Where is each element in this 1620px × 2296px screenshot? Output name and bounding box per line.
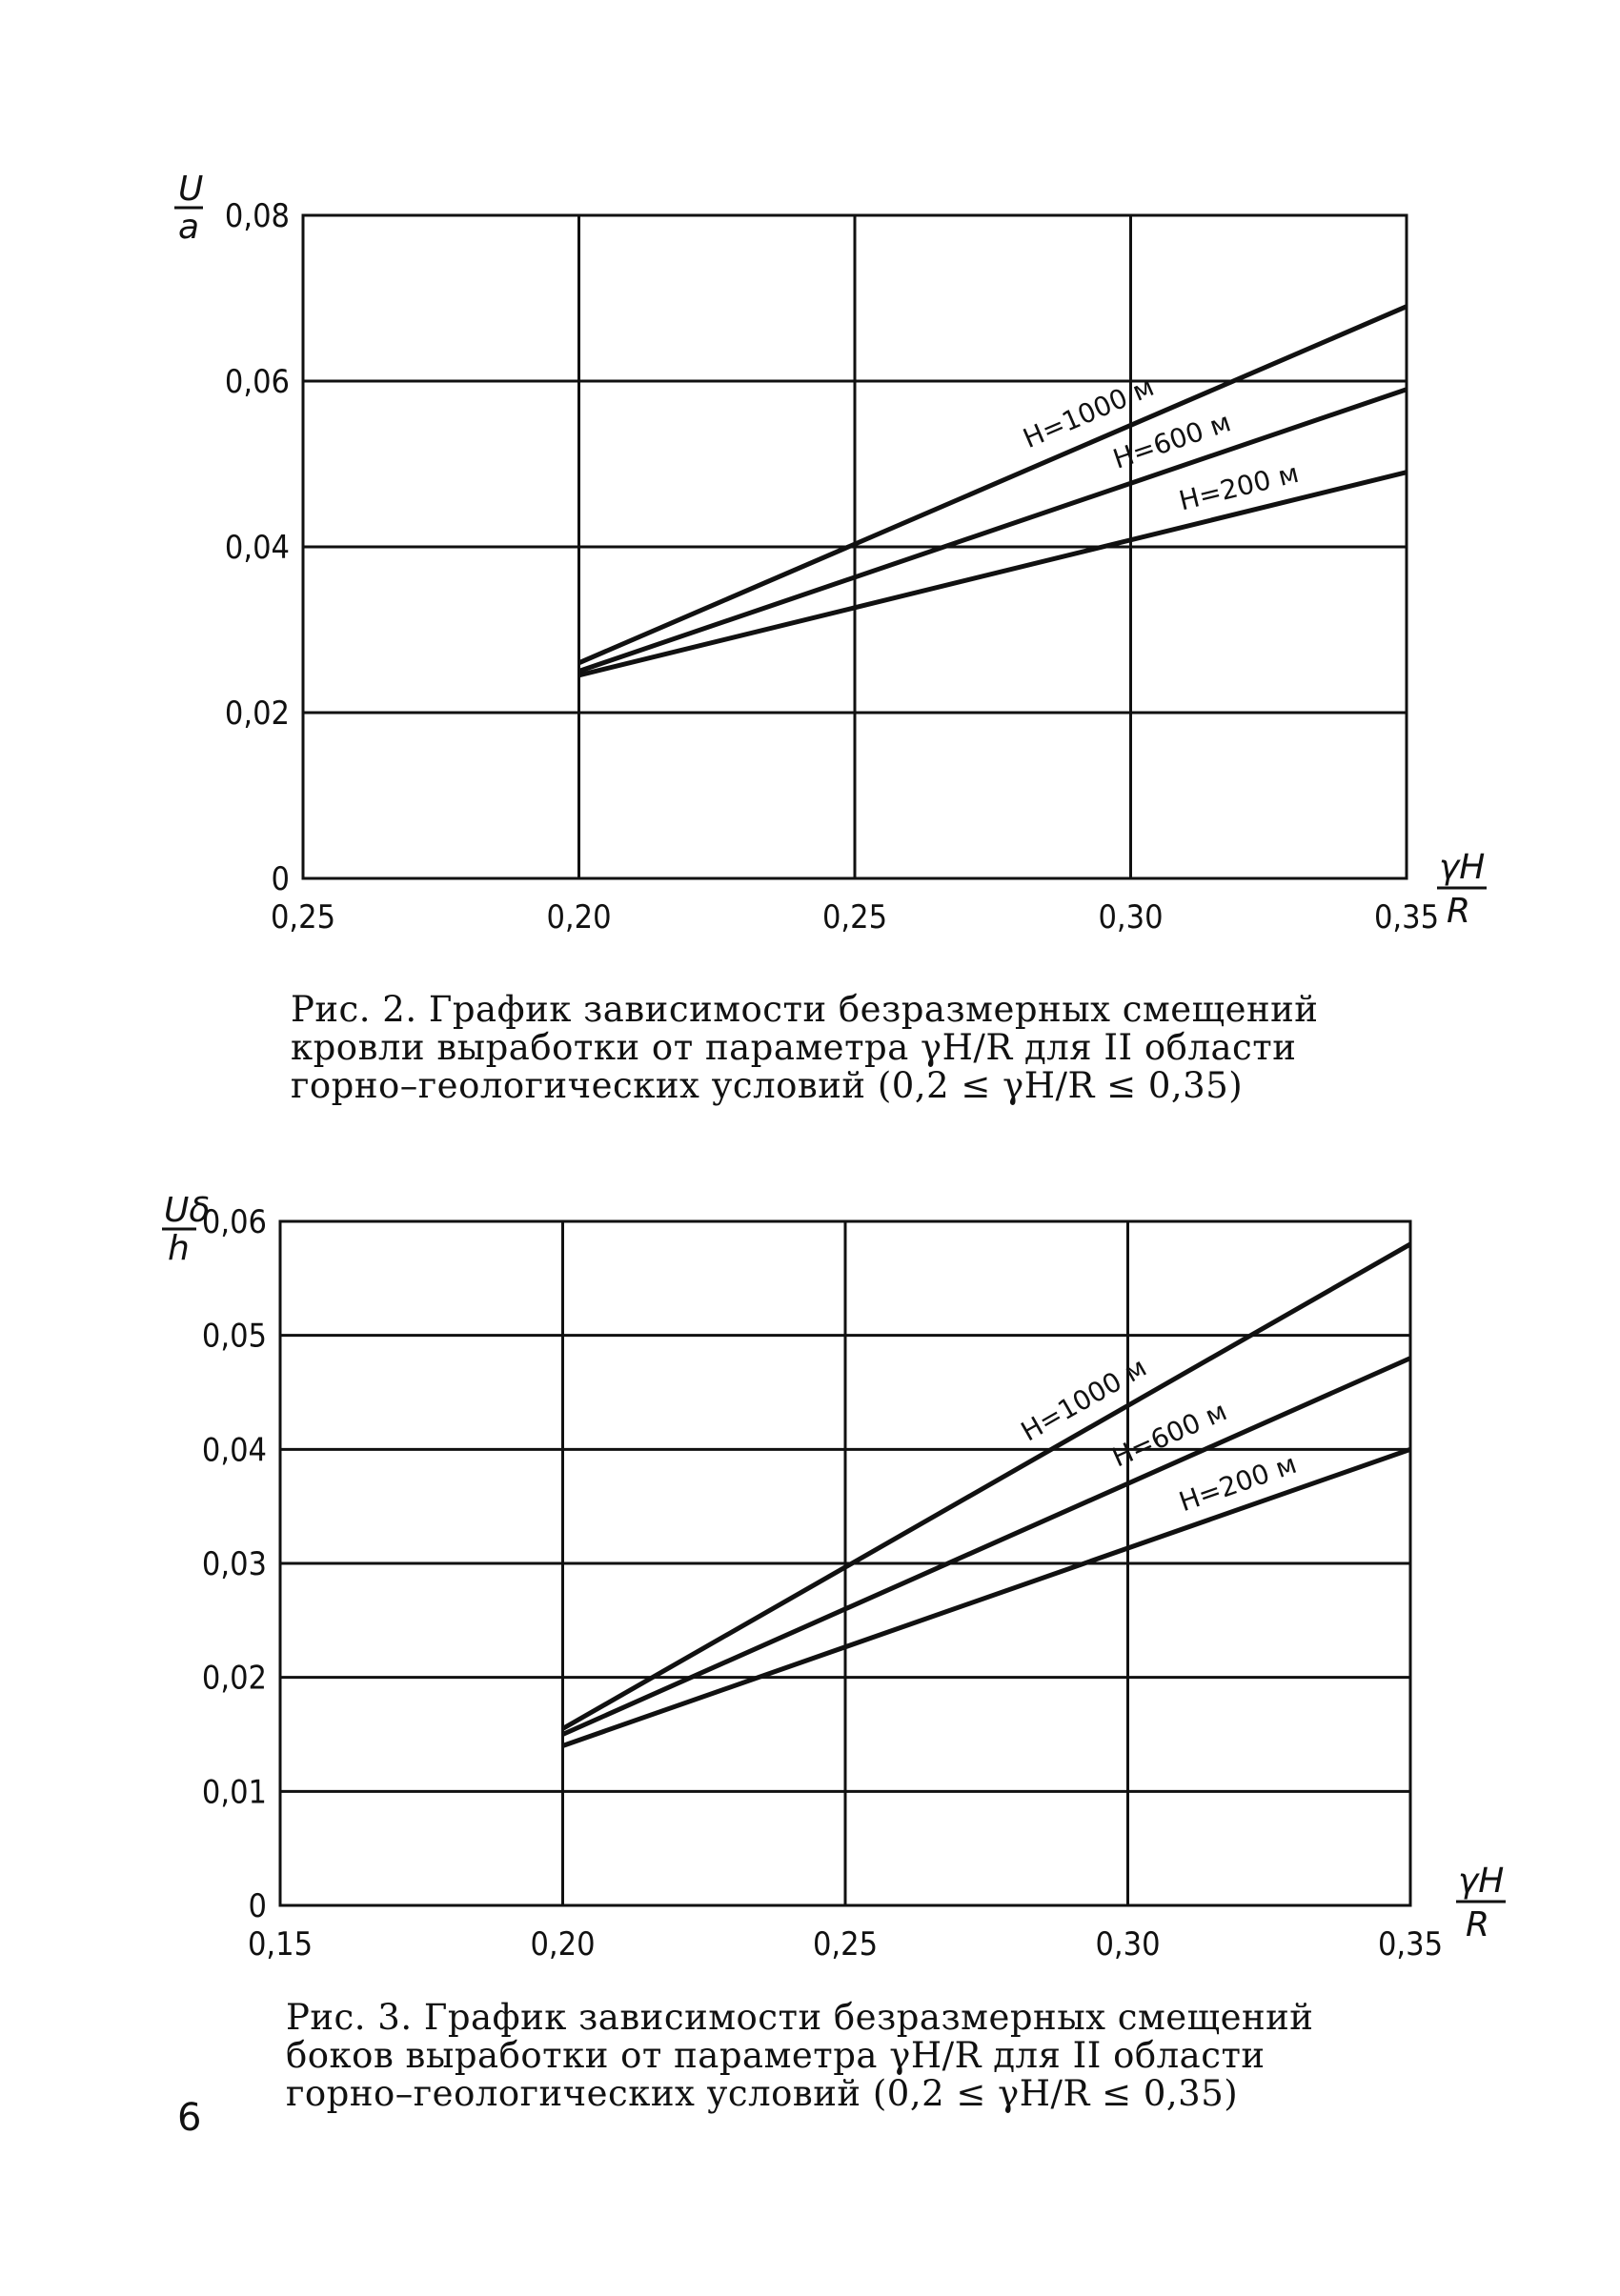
page-number: 6 bbox=[177, 2096, 202, 2140]
x-tick-label: 0,35 bbox=[1373, 898, 1440, 937]
x-tick-label: 0,25 bbox=[812, 1925, 879, 1964]
y-tick-label: 0,01 bbox=[201, 1773, 267, 1812]
series-label: H=1000 м bbox=[1018, 371, 1159, 455]
c1-y-variable-num: U bbox=[178, 170, 204, 209]
y-tick-label: 0,04 bbox=[224, 529, 290, 567]
x-tick-label: 0,35 bbox=[1377, 1925, 1444, 1964]
x-tick-label: 0,30 bbox=[1095, 1925, 1161, 1964]
series-line bbox=[563, 1244, 1411, 1729]
figure-2-caption-line: кровли выработки от параметра γH/R для II области bbox=[291, 1027, 1297, 1068]
series-line bbox=[563, 1449, 1411, 1745]
figure-3-caption-line: боков выработки от параметра γH/R для II области bbox=[286, 2035, 1266, 2076]
y-tick-label: 0,02 bbox=[201, 1659, 267, 1698]
series-label: H=1000 м bbox=[1015, 1351, 1152, 1448]
series-label: H=600 м bbox=[1108, 406, 1235, 475]
figure-2-caption bbox=[291, 991, 1434, 1105]
chart-roof-displacement bbox=[225, 197, 1439, 937]
y-tick-label: 0,02 bbox=[224, 695, 290, 733]
figure-3-caption-line: горно–геологических условий (0,2 ≤ γH/R ≤ 0,35) bbox=[286, 2073, 1239, 2114]
y-tick-label: 0,08 bbox=[224, 197, 290, 235]
figure-3-caption-line: Рис. 3. График зависимости безразмерных смещений bbox=[286, 1997, 1314, 2038]
x-tick-label: 0,30 bbox=[1098, 898, 1164, 937]
series-label: H=200 м bbox=[1175, 1447, 1301, 1519]
x-tick-label: 0,25 bbox=[270, 898, 336, 937]
x-tick-label: 0,20 bbox=[530, 1925, 596, 1964]
x-tick-label: 0,20 bbox=[546, 898, 612, 937]
figure-2-caption-line: горно–геологических условий (0,2 ≤ γH/R ≤ 0,35) bbox=[291, 1065, 1244, 1106]
x-tick-label: 0,25 bbox=[821, 898, 888, 937]
figure-2-caption-line: Рис. 2. График зависимости безразмерных смещений bbox=[291, 989, 1319, 1030]
y-tick-label: 0 bbox=[271, 860, 290, 898]
y-tick-label: 0,06 bbox=[224, 363, 290, 401]
series-label: H=600 м bbox=[1106, 1395, 1232, 1474]
series-label: H=200 м bbox=[1175, 456, 1303, 517]
chart-side-displacement bbox=[202, 1203, 1443, 1964]
c2-x-variable-den: R bbox=[1466, 1905, 1490, 1944]
c2-y-variable-den: h bbox=[168, 1229, 190, 1268]
y-tick-label: 0 bbox=[248, 1887, 267, 1925]
figure-3-caption bbox=[286, 1999, 1429, 2113]
x-tick-label: 0,15 bbox=[247, 1925, 314, 1964]
c2-y-variable-num: Uδ bbox=[164, 1191, 211, 1230]
y-tick-label: 0,05 bbox=[201, 1317, 267, 1356]
y-tick-label: 0,06 bbox=[201, 1203, 267, 1241]
y-tick-label: 0,03 bbox=[201, 1545, 267, 1583]
series-line bbox=[579, 390, 1407, 672]
c1-x-variable-num: γH bbox=[1439, 848, 1486, 887]
c1-x-variable-den: R bbox=[1447, 892, 1471, 931]
c1-y-variable-den: a bbox=[178, 208, 200, 247]
y-tick-label: 0,04 bbox=[201, 1431, 267, 1470]
c2-x-variable-num: γH bbox=[1458, 1862, 1505, 1901]
series-line bbox=[579, 473, 1407, 675]
